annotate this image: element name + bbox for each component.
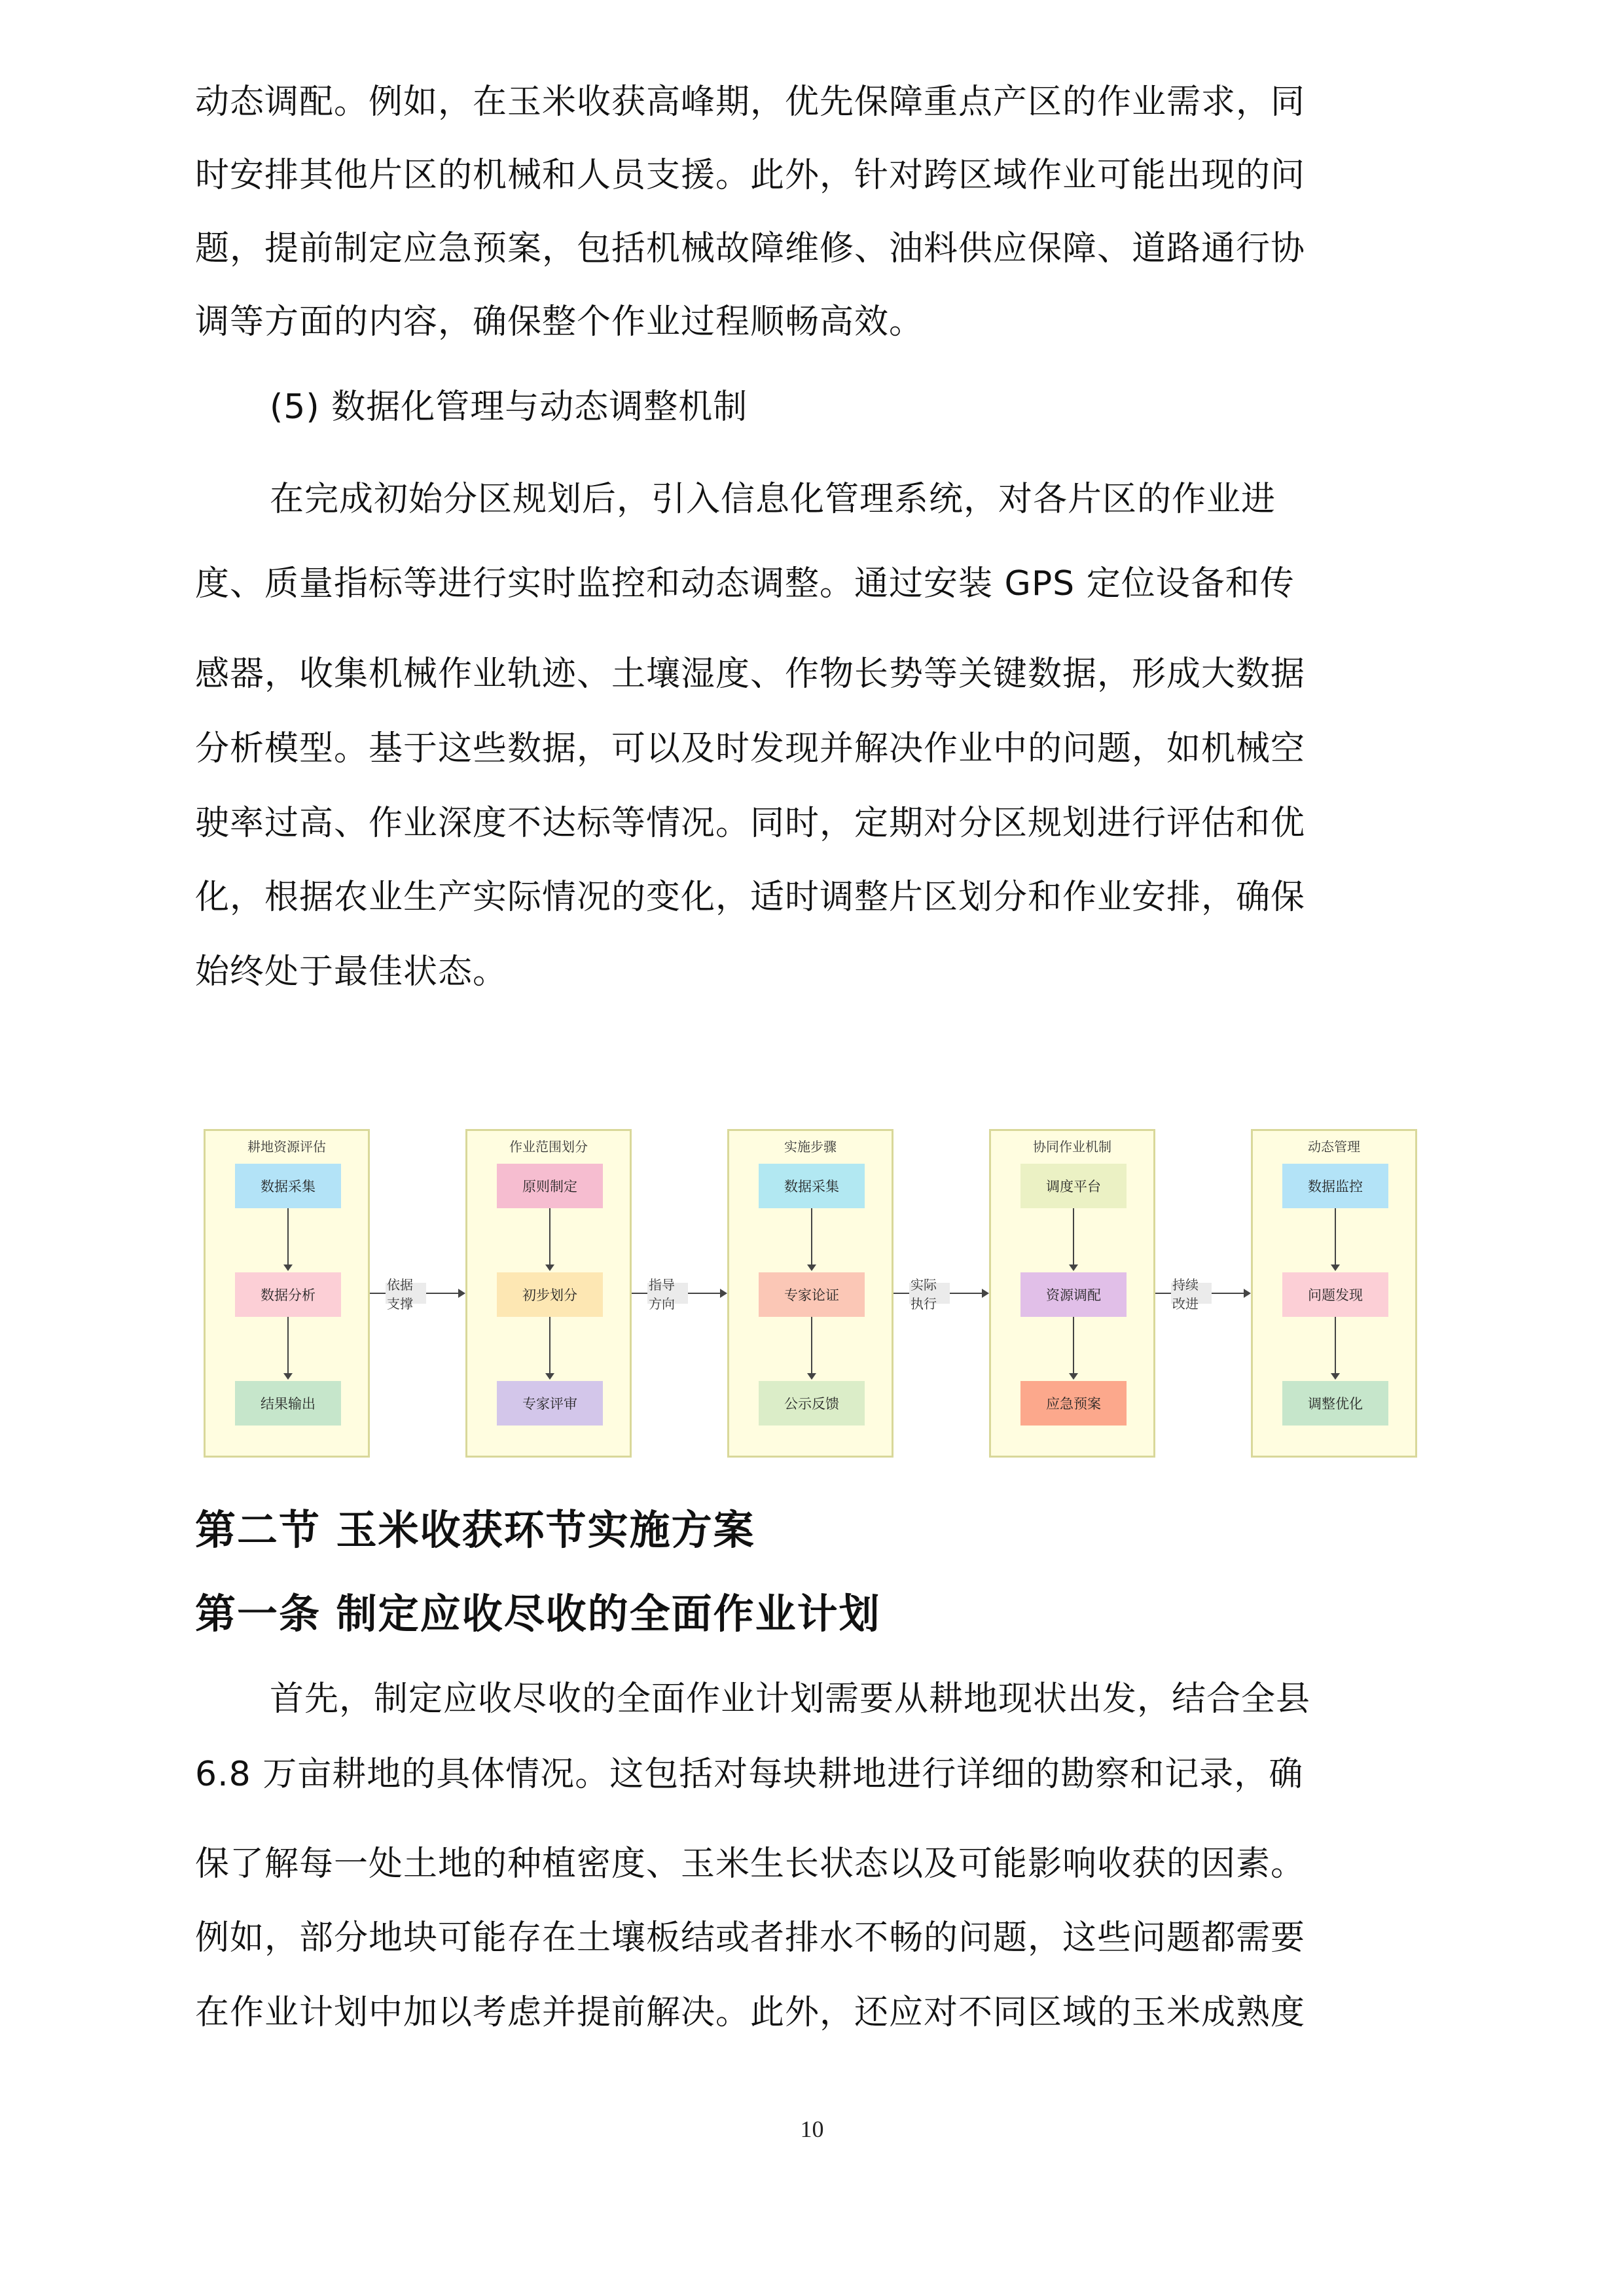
arrow-down-icon	[1331, 1373, 1340, 1380]
arrow-down-icon	[545, 1373, 554, 1380]
node-adjust-optimize: 调整优化	[1282, 1381, 1388, 1426]
paragraph-line: 化，根据农业生产实际情况的变化，适时调整片区划分和作业安排，确保	[195, 878, 1306, 917]
node-emergency-plan: 应急预案	[1020, 1381, 1127, 1426]
flow-diagram	[204, 1129, 1421, 1463]
paragraph-line: 保了解每一处土地的种植密度、玉米生长状态以及可能影响收获的因素。	[195, 1844, 1306, 1884]
node-expert-argumentation: 专家论证	[759, 1272, 865, 1317]
arrow-down-icon	[1069, 1373, 1078, 1380]
arrow-line	[287, 1208, 289, 1266]
node-data-collection: 数据采集	[235, 1164, 341, 1208]
group-dynamic-management	[1251, 1129, 1417, 1458]
paragraph-line: 在完成初始分区规划后，引入信息化管理系统，对各片区的作业进	[270, 480, 1276, 519]
connector-label: 指导方向	[647, 1283, 688, 1304]
arrow-line	[1073, 1317, 1074, 1374]
arrow-line	[1335, 1317, 1336, 1374]
arrow-line	[811, 1317, 812, 1374]
node-data-analysis: 数据分析	[235, 1272, 341, 1317]
arrow-line	[1073, 1208, 1074, 1266]
arrow-right-icon	[720, 1289, 727, 1298]
group-title: 耕地资源评估	[247, 1139, 326, 1155]
node-initial-division: 初步划分	[497, 1272, 603, 1317]
article-heading: 第一条 制定应收尽收的全面作业计划	[195, 1590, 881, 1638]
paragraph-line: 在作业计划中加以考虑并提前解决。此外，还应对不同区域的玉米成熟度	[195, 1993, 1306, 2032]
node-data-monitoring: 数据监控	[1282, 1164, 1388, 1208]
paragraph-line: 题，提前制定应急预案，包括机械故障维修、油料供应保障、道路通行协	[195, 229, 1306, 268]
arrow-line	[549, 1317, 550, 1374]
section-heading: 第二节 玉米收获环节实施方案	[195, 1506, 755, 1554]
node-problem-discovery: 问题发现	[1282, 1272, 1388, 1317]
paragraph-line: 感器，收集机械作业轨迹、土壤湿度、作物长势等关键数据，形成大数据	[195, 655, 1306, 694]
arrow-line	[287, 1317, 289, 1374]
arrow-line	[549, 1208, 550, 1266]
node-public-feedback: 公示反馈	[759, 1381, 865, 1426]
node-result-output: 结果输出	[235, 1381, 341, 1426]
arrow-right-icon	[982, 1289, 989, 1298]
arrow-down-icon	[807, 1265, 816, 1271]
group-collaborative-mechanism	[989, 1129, 1155, 1458]
paragraph-line: 度、质量指标等进行实时监控和动态调整。通过安装 GPS 定位设备和传	[195, 564, 1295, 603]
arrow-line	[1335, 1208, 1336, 1266]
node-data-collection: 数据采集	[759, 1164, 865, 1208]
arrow-right-icon	[458, 1289, 465, 1298]
subheading: (5) 数据化管理与动态调整机制	[270, 387, 748, 427]
group-work-scope-division	[465, 1129, 632, 1458]
group-farmland-assessment	[204, 1129, 370, 1458]
arrow-down-icon	[1069, 1265, 1078, 1271]
arrow-right-icon	[1244, 1289, 1251, 1298]
group-title: 实施步骤	[784, 1139, 837, 1155]
paragraph-line: 首先，制定应收尽收的全面作业计划需要从耕地现状出发，结合全县	[270, 1679, 1311, 1719]
arrow-line	[811, 1208, 812, 1266]
paragraph-line: 分析模型。基于这些数据，可以及时发现并解决作业中的问题，如机械空	[195, 729, 1306, 768]
connector-label: 依据支撑	[386, 1283, 426, 1304]
connector-label: 持续改进	[1171, 1283, 1212, 1304]
group-implementation-steps	[727, 1129, 893, 1458]
connector-label: 实际执行	[909, 1283, 950, 1304]
paragraph-line: 6.8 万亩耕地的具体情况。这包括对每块耕地进行详细的勘察和记录，确	[195, 1755, 1304, 1794]
paragraph-line: 时安排其他片区的机械和人员支援。此外，针对跨区域作业可能出现的问	[195, 156, 1306, 195]
group-title: 协同作业机制	[1033, 1139, 1111, 1155]
paragraph-line: 调等方面的内容，确保整个作业过程顺畅高效。	[195, 302, 924, 342]
arrow-down-icon	[1331, 1265, 1340, 1271]
paragraph-line: 例如，部分地块可能存在土壤板结或者排水不畅的问题，这些问题都需要	[195, 1918, 1306, 1958]
arrow-down-icon	[545, 1265, 554, 1271]
arrow-down-icon	[283, 1265, 293, 1271]
arrow-down-icon	[283, 1373, 293, 1380]
node-principle-setting: 原则制定	[497, 1164, 603, 1208]
group-title: 作业范围划分	[509, 1139, 588, 1155]
node-dispatch-platform: 调度平台	[1020, 1164, 1127, 1208]
node-resource-allocation: 资源调配	[1020, 1272, 1127, 1317]
paragraph-line: 始终处于最佳状态。	[195, 952, 508, 992]
group-title: 动态管理	[1308, 1139, 1360, 1155]
paragraph-line: 动态调配。例如，在玉米收获高峰期，优先保障重点产区的作业需求，同	[195, 82, 1306, 122]
arrow-down-icon	[807, 1373, 816, 1380]
node-expert-review: 专家评审	[497, 1381, 603, 1426]
page-number: 10	[800, 2116, 824, 2142]
paragraph-line: 驶率过高、作业深度不达标等情况。同时，定期对分区规划进行评估和优	[195, 804, 1306, 843]
